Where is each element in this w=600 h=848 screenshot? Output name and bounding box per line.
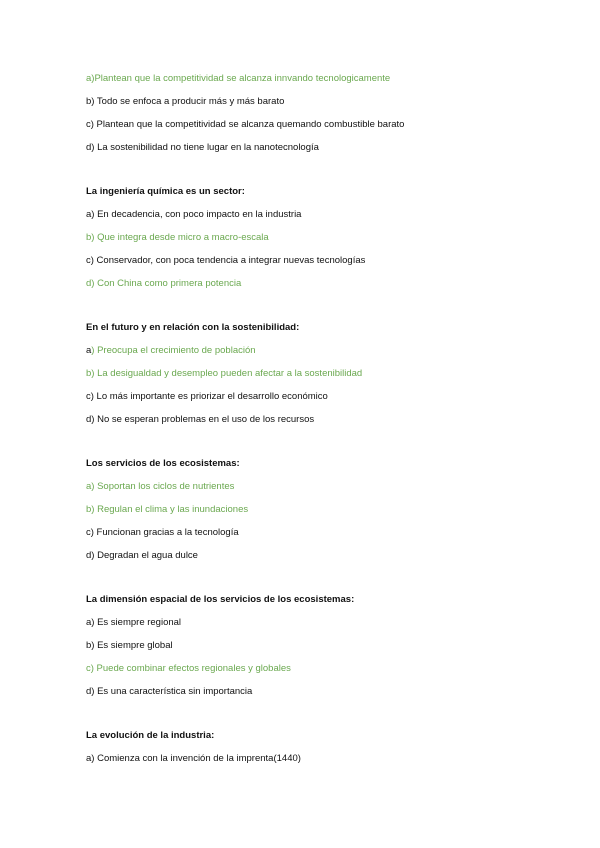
q1-option-c: c) Plantean que la competitividad se alcanza quemando combustible barato (86, 119, 405, 130)
q1-option-b: b) Todo se enfoca a producir más y más barato (86, 96, 285, 107)
q5-option-d: d) Es una característica sin importancia (86, 686, 253, 697)
q2-option-c: c) Conservador, con poca tendencia a integrar nuevas tecnologías (86, 255, 366, 266)
q1-option-a: a)Plantean que la competitividad se alcanza innvando tecnologicamente (86, 73, 391, 84)
q2-option-b: b) Que integra desde micro a macro-escala (86, 232, 269, 243)
q3-option-d: d) No se esperan problemas en el uso de los recursos (86, 414, 315, 425)
q2-option-d: d) Con China como primera potencia (86, 278, 242, 289)
q3-option-a (86, 345, 256, 357)
q5-option-c: c) Puede combinar efectos regionales y globales (86, 663, 291, 674)
q3-option-a-lead: a (86, 345, 92, 356)
q1-option-d: d) La sostenibilidad no tiene lugar en la nanotecnología (86, 142, 319, 153)
q2-option-a: a) En decadencia, con poco impacto en la industria (86, 209, 302, 220)
q4-option-d: d) Degradan el agua dulce (86, 550, 198, 561)
q3-title: En el futuro y en relación con la sostenibilidad: (86, 322, 300, 333)
q3-option-b: b) La desigualdad y desempleo pueden afectar a la sostenibilidad (86, 368, 363, 379)
q4-option-c: c) Funcionan gracias a la tecnología (86, 527, 239, 538)
q6-option-a: a) Comienza con la invención de la imprenta(1440) (86, 753, 301, 764)
q5-option-b: b) Es siempre global (86, 640, 173, 651)
q2-title: La ingeniería química es un sector: (86, 186, 245, 197)
q5-option-a: a) Es siempre regional (86, 617, 182, 628)
q4-option-b: b) Regulan el clima y las inundaciones (86, 504, 249, 515)
q3-option-a-text: ) Preocupa el crecimiento de población (91, 345, 256, 356)
q4-option-a: a) Soportan los ciclos de nutrientes (86, 481, 235, 492)
q6-title: La evolución de la industria: (86, 730, 215, 741)
q5-title: La dimensión espacial de los servicios de los ecosistemas: (86, 594, 355, 605)
q4-title: Los servicios de los ecosistemas: (86, 458, 240, 469)
q3-option-c: c) Lo más importante es priorizar el desarrollo económico (86, 391, 328, 402)
